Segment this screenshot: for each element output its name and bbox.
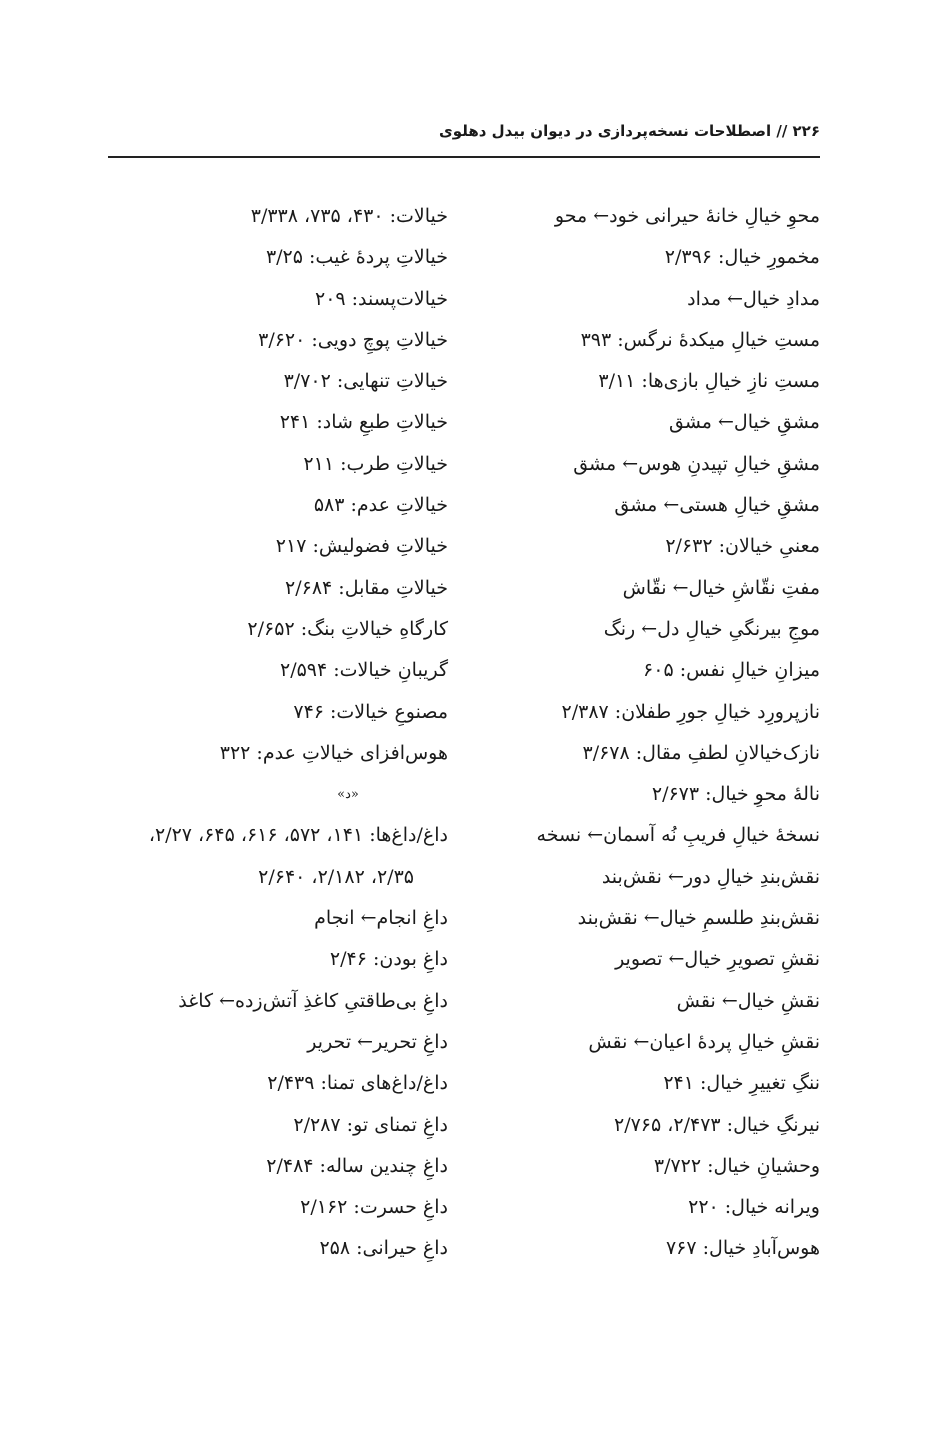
index-entry: مشقِ خیال← مشق <box>668 411 820 434</box>
index-entry: ویرانه خیال: ۲۲۰ <box>688 1196 820 1219</box>
index-entry: مدادِ خیال← مداد <box>687 287 820 310</box>
index-entry: نازپرورِد خیالِ جورِ طفلان: ۲/۳۸۷ <box>561 700 820 723</box>
index-entry: میزانِ خیالِ نفس: ۶۰۵ <box>643 659 820 682</box>
index-entry: نقشِ خیال← نقش <box>676 989 820 1012</box>
index-entry: داغِ بودن: ۲/۴۶ <box>329 948 448 971</box>
index-entry: داغِ حسرت: ۲/۱۶۲ <box>300 1196 448 1219</box>
index-entry: هوس‌آبادِ خیال: ۷۶۷ <box>665 1237 820 1260</box>
left-column <box>88 196 448 1270</box>
index-entry: نقشِ خیالِ پردۀ اعیان← نقش <box>588 1030 820 1053</box>
index-entry: داغِ انجام← انجام <box>314 907 448 930</box>
index-entry: نقش‌بندِ طلسمِ خیال← نقش‌بند <box>577 907 820 930</box>
index-entry: هوس‌افزای خیالاتِ عدم: ۳۲۲ <box>219 741 448 764</box>
index-entry: خیالاتِ عدم: ۵۸۳ <box>313 494 448 517</box>
index-entry: کارگاهِ خیالاتِ بنگ: ۲/۶۵۲ <box>247 617 448 640</box>
index-entry: نقش‌بندِ خیالِ دور← نقش‌بند <box>601 865 820 888</box>
index-entry: خیالاتِ فضولیش: ۲۱۷ <box>275 535 448 558</box>
index-entry: مستِ خیالِ میکدۀ نرگس: ۳۹۳ <box>580 328 820 351</box>
index-entry: معنیِ خیالان: ۲/۶۳۲ <box>665 535 820 558</box>
index-entry: موجِ بیرنگیِ خیالِ دل← رنگ <box>603 617 820 640</box>
index-entry: داغِ تحریر← تحریر <box>307 1030 448 1053</box>
index-entry: مخمورِ خیال: ۲/۳۹۶ <box>664 246 820 269</box>
index-entry: مشقِ خیالِ هستی← مشق <box>614 494 820 517</box>
index-entry: وحشیانِ خیال: ۳/۷۲۲ <box>653 1154 820 1177</box>
index-entry: داغِ تمنای تو: ۲/۲۸۷ <box>293 1113 448 1136</box>
running-title: ۲۲۶ // اصطلاحات نسخه‌پردازی در دیوان بیدل دهلوی <box>439 122 820 140</box>
index-entry: مستِ نازِ خیالِ بازی‌ها: ۳/۱۱ <box>598 370 820 393</box>
index-entry: داغِ حیرانی: ۲۵۸ <box>319 1237 448 1260</box>
section-letter-heading: «د» <box>337 787 359 803</box>
index-entry: داغ/داغ‌های تمنا: ۲/۴۳۹ <box>267 1072 448 1095</box>
index-entry: نیرنگِ خیال: ۲/۴۷۳، ۲/۷۶۵ <box>614 1113 820 1136</box>
index-entry: خیالات: ۴۳۰، ۷۳۵، ۳/۳۳۸ <box>250 205 448 227</box>
index-entry: ننگِ تغییرِ خیال: ۲۴۱ <box>663 1072 820 1095</box>
index-entry: خیالاتِ طرب: ۲۱۱ <box>303 452 448 475</box>
index-entry: نقشِ تصویرِ خیال← تصویر <box>615 948 820 971</box>
index-entry: خیالاتِ پردۀ غیب: ۳/۲۵ <box>265 246 448 269</box>
index-entry: داغِ چندین ساله: ۲/۴۸۴ <box>266 1154 448 1177</box>
index-entry: خیالاتِ پوچِ دویی: ۳/۶۲۰ <box>258 328 448 351</box>
index-entry: خیالاتِ طبعِ شاد: ۲۴۱ <box>279 411 448 434</box>
right-column <box>490 196 820 1270</box>
index-entry: نسخۀ خیالِ فریبِ نُه آسمان← نسخه <box>536 824 820 847</box>
index-entry-continuation: ۲/۳۵، ۲/۱۸۲، ۲/۶۴۰ <box>258 865 414 888</box>
index-entry: خیالات‌پسند: ۲۰۹ <box>314 287 448 310</box>
index-entry: محوِ خیالِ خانۀ حیرانی خود← محو <box>554 205 820 227</box>
page-header <box>108 116 820 158</box>
index-entry: گریبانِ خیالات: ۲/۵۹۴ <box>280 659 448 682</box>
index-entry: مفتِ نقّاشِ خیال← نقّاش <box>622 576 820 599</box>
index-entry: داغِ بی‌طاقتیِ کاغذِ آتش‌زده← کاغذ <box>178 989 448 1012</box>
index-entry: داغ/داغ‌ها: ۱۴۱، ۵۷۲، ۶۱۶، ۶۴۵، ۲/۲۷، <box>148 824 448 847</box>
index-entry: خیالاتِ مقابل: ۲/۶۸۴ <box>285 576 448 599</box>
index-entry: مشقِ خیالِ تپیدنِ هوس← مشق <box>573 452 820 475</box>
index-entry: نازک‌خیالانِ لطفِ مقال: ۳/۶۷۸ <box>582 741 820 764</box>
index-entry: خیالاتِ تنهایی: ۳/۷۰۲ <box>283 370 448 393</box>
index-entry: مصنوعِ خیالات: ۷۴۶ <box>293 700 448 723</box>
index-entry: نالۀ محوِ خیال: ۲/۶۷۳ <box>651 783 820 806</box>
